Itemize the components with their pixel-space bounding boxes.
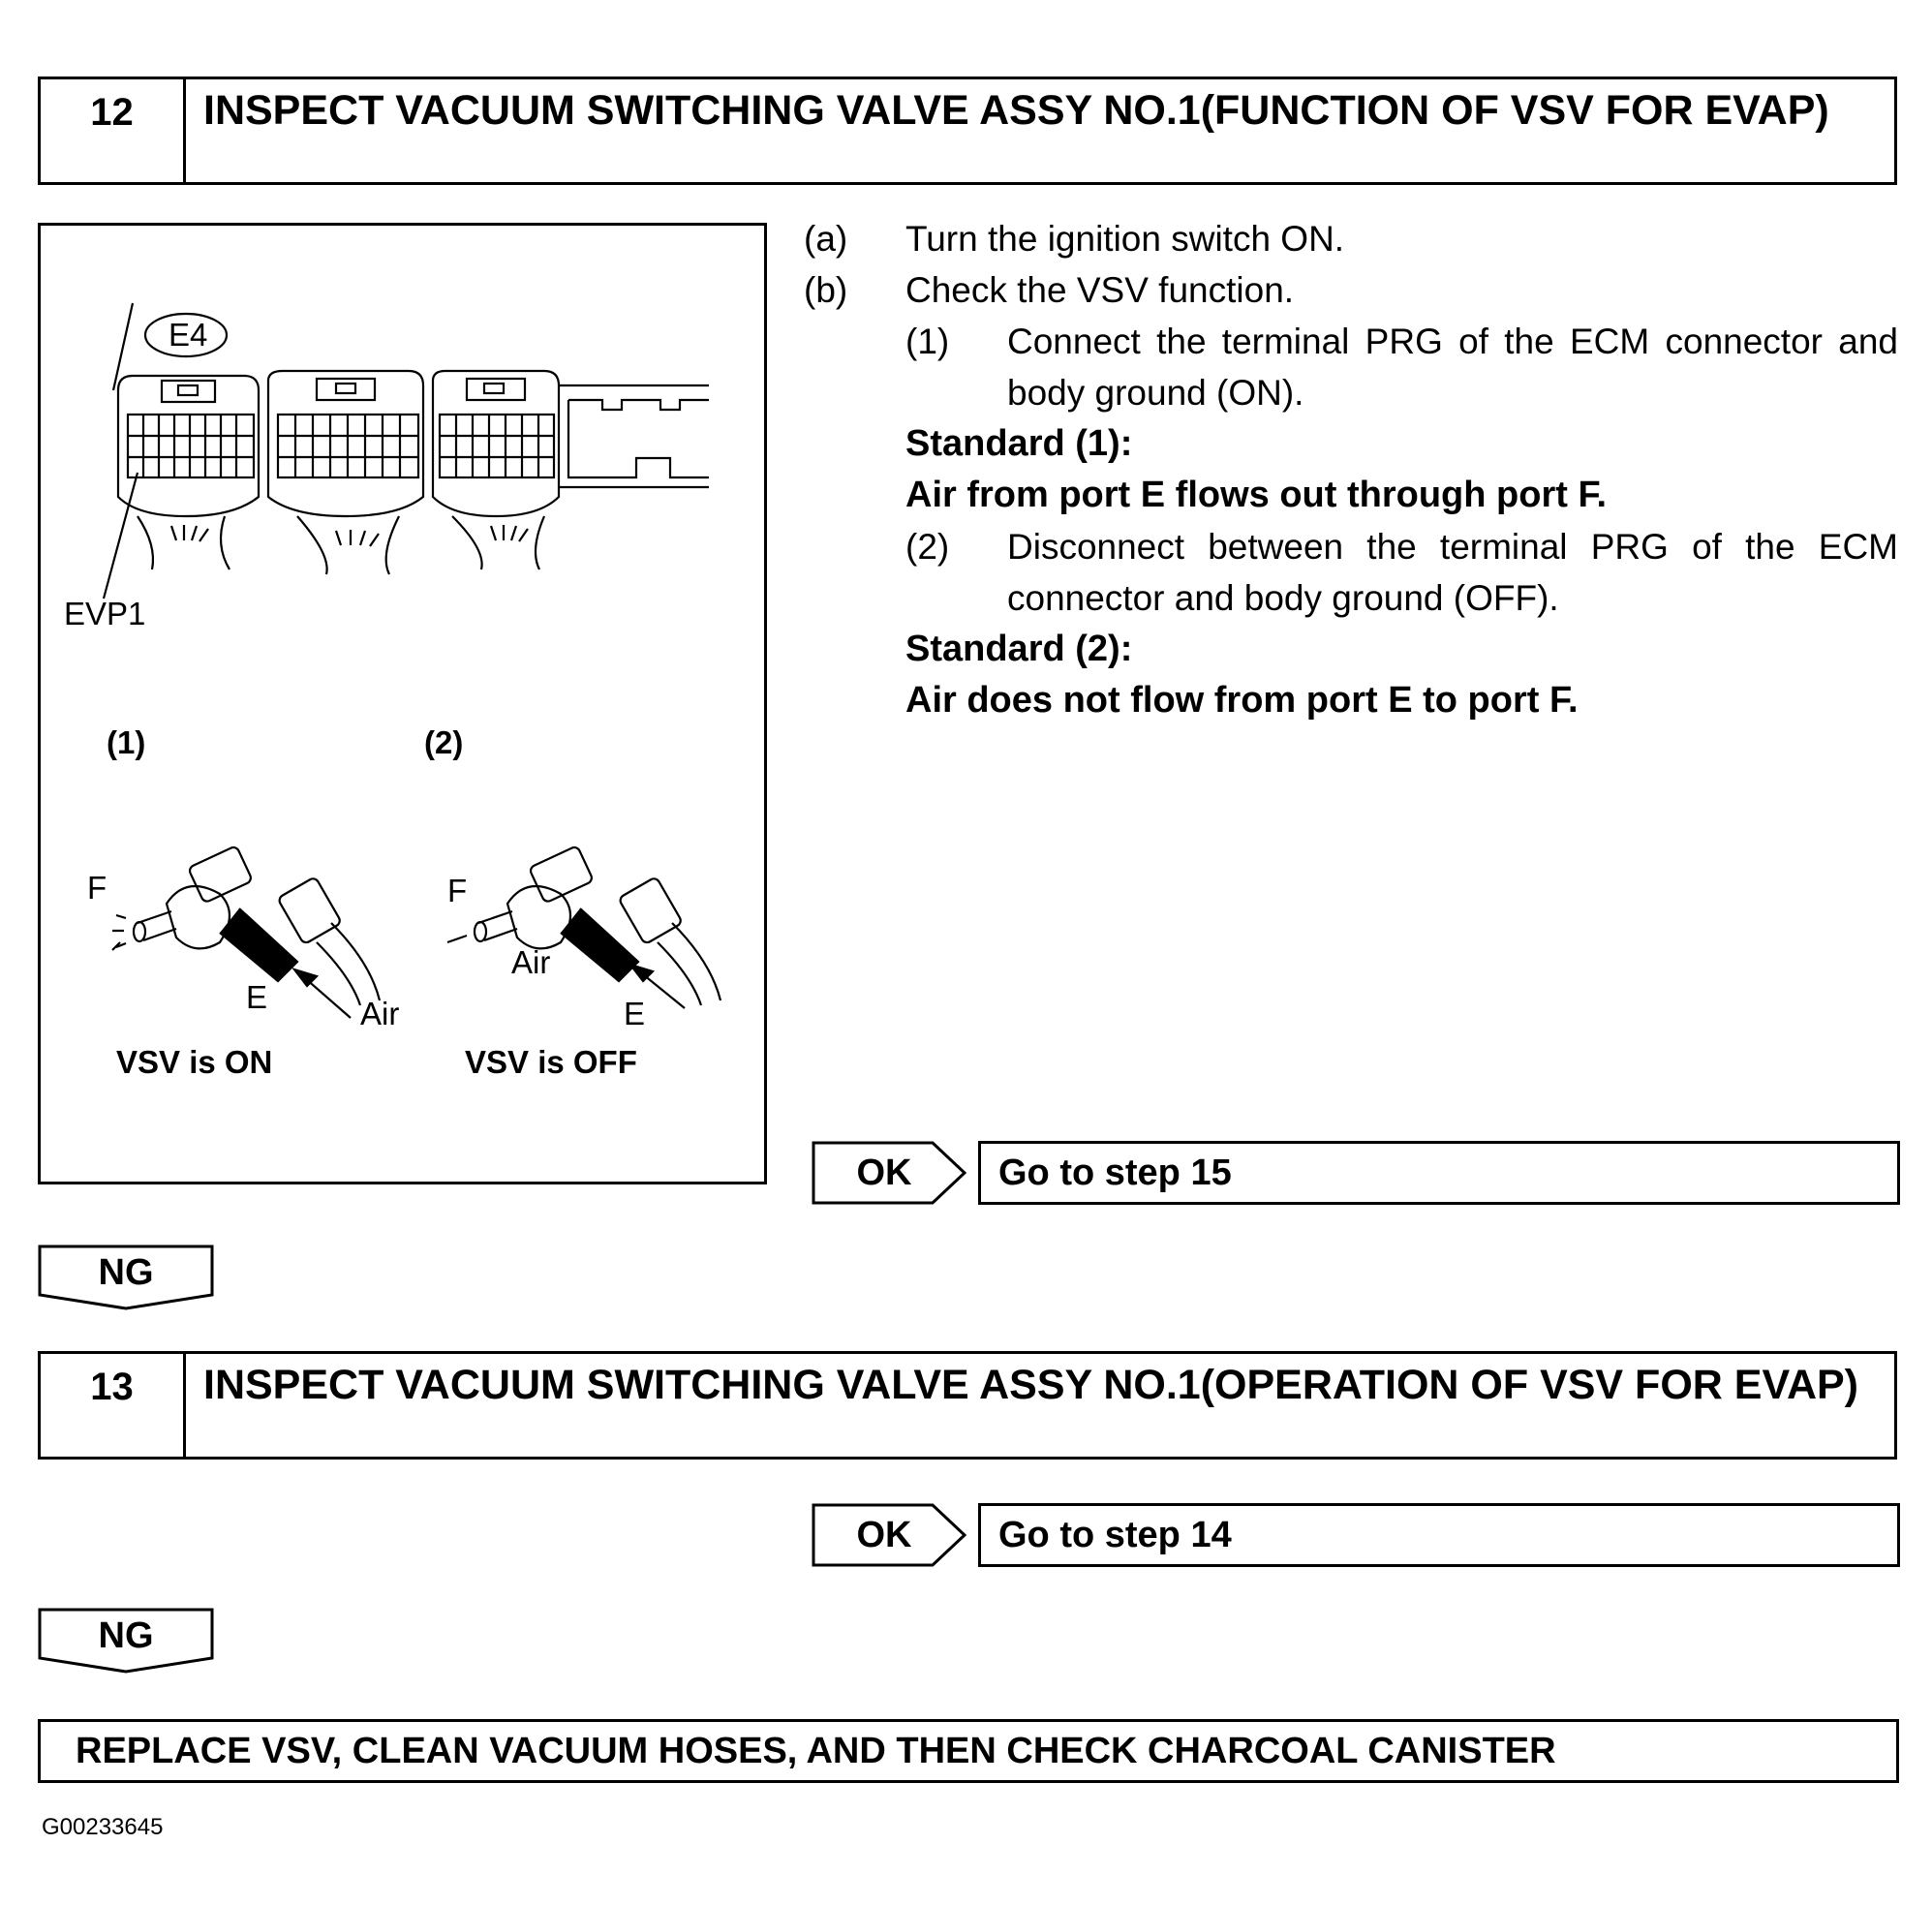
instruction-b2 <box>804 521 1898 624</box>
step-13-header <box>38 1351 1897 1460</box>
vsv-off-caption: VSV is OFF <box>465 1044 637 1080</box>
instruction-text: Connect the terminal PRG of the ECM connector and body ground (ON). <box>1007 322 1898 413</box>
instruction-marker: (a) <box>804 219 848 259</box>
vsv-on-caption: VSV is ON <box>116 1044 273 1080</box>
standard-1-label: Standard (1): <box>905 423 1133 464</box>
air-label-2: Air <box>511 944 551 980</box>
port-e-label-2: E <box>624 996 646 1031</box>
port-e-label-1: E <box>246 979 268 1015</box>
standard-1-text: Air from port E flows out through port F. <box>905 475 1608 515</box>
ok-branch-tag-13 <box>812 1503 968 1567</box>
ng-branch-tag-12 <box>38 1245 214 1310</box>
ok-label: OK <box>856 1515 912 1555</box>
ok-branch-tag-12 <box>812 1141 968 1205</box>
vsv-illustration <box>38 223 767 1184</box>
terminal-evp1-label: EVP1 <box>64 596 146 631</box>
goto-step-15-link[interactable]: Go to step 15 <box>978 1141 1900 1205</box>
standard-2-text: Air does not flow from port E to port F. <box>905 680 1579 721</box>
step-12-header <box>38 77 1897 185</box>
ok-label: OK <box>856 1153 912 1193</box>
ng-label: NG <box>98 1252 154 1293</box>
goto-step-14-link[interactable]: Go to step 14 <box>978 1503 1900 1567</box>
ng-label: NG <box>98 1615 154 1656</box>
port-f-label-2: F <box>447 873 468 908</box>
instruction-text: Check the VSV function. <box>905 270 1295 310</box>
step-number: 12 <box>41 79 186 182</box>
step-number: 13 <box>41 1354 186 1457</box>
instruction-b1 <box>804 316 1898 418</box>
standard-2-label: Standard (2): <box>905 629 1133 669</box>
connector-e4-label: E4 <box>169 317 208 353</box>
final-action-box: REPLACE VSV, CLEAN VACUUM HOSES, AND THEN CHECK CHARCOAL CANISTER <box>38 1719 1899 1783</box>
case-1-label: (1) <box>107 724 146 760</box>
instruction-a <box>804 213 1898 264</box>
ng-branch-tag-13 <box>38 1608 214 1674</box>
instruction-b <box>804 264 1898 316</box>
instruction-marker: (1) <box>905 322 950 361</box>
case-2-label: (2) <box>424 724 464 760</box>
ecm-connector-drawing <box>41 226 767 1184</box>
instruction-marker: (b) <box>804 270 848 310</box>
instruction-text: Turn the ignition switch ON. <box>905 219 1345 259</box>
step-title: INSPECT VACUUM SWITCHING VALVE ASSY NO.1(FUNCTION OF VSV FOR EVAP) <box>203 87 1829 134</box>
air-label-1: Air <box>360 996 400 1031</box>
document-id: G00233645 <box>42 1814 164 1840</box>
instruction-marker: (2) <box>905 527 950 567</box>
step-title: INSPECT VACUUM SWITCHING VALVE ASSY NO.1(OPERATION OF VSV FOR EVAP) <box>203 1362 1858 1408</box>
vsv-off-icon <box>447 845 721 1008</box>
instruction-text: Disconnect between the terminal PRG of the ECM connector and body ground (OFF). <box>1007 527 1898 618</box>
inspection-instructions <box>804 213 1898 726</box>
port-f-label-1: F <box>87 870 107 906</box>
